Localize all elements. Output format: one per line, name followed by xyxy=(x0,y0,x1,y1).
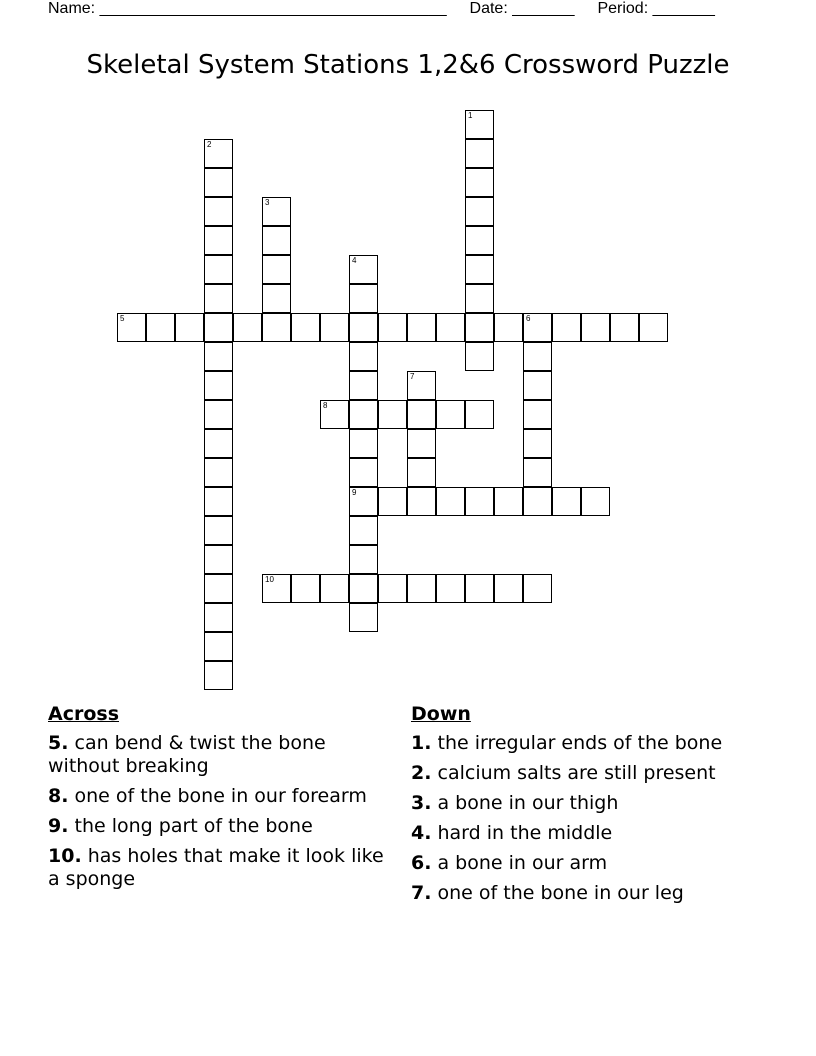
cell-number: 4 xyxy=(352,256,357,265)
across-heading: Across xyxy=(48,703,120,725)
down-clue xyxy=(411,762,751,785)
crossword-cell[interactable] xyxy=(204,139,233,168)
crossword-cell[interactable] xyxy=(523,313,552,342)
crossword-cell[interactable] xyxy=(378,574,407,603)
crossword-cell[interactable] xyxy=(494,574,523,603)
crossword-cell[interactable] xyxy=(262,255,291,284)
down-clue xyxy=(411,732,751,755)
crossword-cell[interactable] xyxy=(320,313,349,342)
crossword-cell[interactable] xyxy=(349,603,378,632)
crossword-cell[interactable] xyxy=(204,342,233,371)
crossword-cell[interactable] xyxy=(204,632,233,661)
page-title: Skeletal System Stations 1,2&6 Crossword Puzzle xyxy=(86,50,730,80)
clue-number: 6. xyxy=(411,852,432,874)
across-clue xyxy=(48,785,398,808)
crossword-cell[interactable] xyxy=(523,342,552,371)
crossword-cell[interactable] xyxy=(349,400,378,429)
clue-number: 5. xyxy=(48,732,69,754)
crossword-cell[interactable] xyxy=(378,313,407,342)
cell-number: 5 xyxy=(120,314,125,323)
crossword-cell[interactable] xyxy=(262,197,291,226)
down-clue xyxy=(411,882,751,905)
crossword-cell[interactable] xyxy=(262,313,291,342)
date-blank[interactable]: _______ xyxy=(512,0,575,17)
crossword-cell[interactable] xyxy=(204,545,233,574)
crossword-cell[interactable] xyxy=(378,487,407,516)
crossword-cell[interactable] xyxy=(349,458,378,487)
crossword-cell[interactable] xyxy=(465,313,494,342)
clue-text: hard in the middle xyxy=(437,822,613,844)
period-label: Period: xyxy=(597,0,649,17)
down-clues xyxy=(411,703,751,912)
clue-number: 7. xyxy=(411,882,432,904)
crossword-cell[interactable] xyxy=(204,168,233,197)
across-clue xyxy=(48,845,398,891)
crossword-cell[interactable] xyxy=(523,574,552,603)
cell-number: 6 xyxy=(526,314,531,323)
crossword-cell[interactable] xyxy=(523,458,552,487)
crossword-cell[interactable] xyxy=(436,487,465,516)
crossword-cell[interactable] xyxy=(494,487,523,516)
down-clue xyxy=(411,792,751,815)
crossword-cell[interactable] xyxy=(349,255,378,284)
crossword-cell[interactable] xyxy=(349,342,378,371)
crossword-cell[interactable] xyxy=(204,516,233,545)
name-blank[interactable]: _______________________________________ xyxy=(99,0,447,17)
crossword-cell[interactable] xyxy=(204,226,233,255)
cell-number: 3 xyxy=(265,198,270,207)
clue-text: a bone in our arm xyxy=(437,852,608,874)
crossword-cell[interactable] xyxy=(407,429,436,458)
crossword-cell[interactable] xyxy=(465,168,494,197)
crossword-cell[interactable] xyxy=(204,400,233,429)
cell-number: 2 xyxy=(207,140,212,149)
clue-number: 2. xyxy=(411,762,432,784)
crossword-cell[interactable] xyxy=(581,487,610,516)
crossword-cell[interactable] xyxy=(175,313,204,342)
crossword-cell[interactable] xyxy=(204,487,233,516)
crossword-cell[interactable] xyxy=(204,284,233,313)
crossword-cell[interactable] xyxy=(291,574,320,603)
crossword-cell[interactable] xyxy=(204,429,233,458)
down-heading: Down xyxy=(411,703,471,725)
clue-number: 9. xyxy=(48,815,69,837)
clue-number: 10. xyxy=(48,845,82,867)
crossword-cell[interactable] xyxy=(407,574,436,603)
crossword-cell[interactable] xyxy=(465,487,494,516)
crossword-cell[interactable] xyxy=(436,574,465,603)
crossword-cell[interactable] xyxy=(320,400,349,429)
crossword-cell[interactable] xyxy=(465,400,494,429)
clue-text: calcium salts are still present xyxy=(437,762,716,784)
crossword-cell[interactable] xyxy=(581,313,610,342)
crossword-cell[interactable] xyxy=(436,400,465,429)
crossword-cell[interactable] xyxy=(465,139,494,168)
period-blank[interactable]: _______ xyxy=(652,0,715,17)
clue-number: 4. xyxy=(411,822,432,844)
crossword-cell[interactable] xyxy=(465,255,494,284)
clue-text: the long part of the bone xyxy=(74,815,313,837)
crossword-cell[interactable] xyxy=(262,574,291,603)
cell-number: 9 xyxy=(352,488,357,497)
crossword-cell[interactable] xyxy=(407,371,436,400)
crossword-cell[interactable] xyxy=(552,313,581,342)
crossword-cell[interactable] xyxy=(349,574,378,603)
crossword-cell[interactable] xyxy=(465,110,494,139)
date-label: Date: xyxy=(469,0,508,17)
crossword-cell[interactable] xyxy=(204,574,233,603)
crossword-cell[interactable] xyxy=(233,313,262,342)
cell-number: 1 xyxy=(468,111,473,120)
crossword-cell[interactable] xyxy=(407,458,436,487)
clue-number: 8. xyxy=(48,785,69,807)
crossword-cell[interactable] xyxy=(465,574,494,603)
crossword-cell[interactable] xyxy=(407,313,436,342)
down-clue xyxy=(411,852,751,875)
crossword-cell[interactable] xyxy=(523,400,552,429)
crossword-cell[interactable] xyxy=(349,429,378,458)
crossword-cell[interactable] xyxy=(204,371,233,400)
crossword-cell[interactable] xyxy=(204,255,233,284)
cell-number: 7 xyxy=(410,372,415,381)
name-label: Name: xyxy=(48,0,96,17)
crossword-cell[interactable] xyxy=(146,313,175,342)
clue-number: 1. xyxy=(411,732,432,754)
crossword-cell[interactable] xyxy=(639,313,668,342)
crossword-cell[interactable] xyxy=(204,603,233,632)
crossword-cell[interactable] xyxy=(407,400,436,429)
crossword-cell[interactable] xyxy=(349,487,378,516)
crossword-cell[interactable] xyxy=(407,487,436,516)
across-clues xyxy=(48,703,398,898)
crossword-cell[interactable] xyxy=(117,313,146,342)
crossword-cell[interactable] xyxy=(349,313,378,342)
across-clue xyxy=(48,815,398,838)
clue-text: can bend & twist the bone without breaking xyxy=(48,732,326,777)
clue-text: a bone in our thigh xyxy=(437,792,619,814)
crossword-cell[interactable] xyxy=(523,371,552,400)
crossword-cell[interactable] xyxy=(320,574,349,603)
crossword-cell[interactable] xyxy=(349,371,378,400)
clue-number: 3. xyxy=(411,792,432,814)
clue-text: the irregular ends of the bone xyxy=(437,732,723,754)
crossword-cell[interactable] xyxy=(552,487,581,516)
crossword-cell[interactable] xyxy=(494,313,523,342)
crossword-cell[interactable] xyxy=(436,313,465,342)
crossword-cell[interactable] xyxy=(204,197,233,226)
across-clue-list xyxy=(48,732,398,891)
clue-text: has holes that make it look like a sponge xyxy=(48,845,384,890)
crossword-cell[interactable] xyxy=(291,313,320,342)
crossword-cell[interactable] xyxy=(204,458,233,487)
crossword-cell[interactable] xyxy=(465,226,494,255)
crossword-cell[interactable] xyxy=(465,284,494,313)
crossword-cell[interactable] xyxy=(349,516,378,545)
crossword-cell[interactable] xyxy=(262,284,291,313)
crossword-cell[interactable] xyxy=(262,226,291,255)
crossword-cell[interactable] xyxy=(465,197,494,226)
crossword-cell[interactable] xyxy=(349,284,378,313)
crossword-cell[interactable] xyxy=(523,429,552,458)
down-clue xyxy=(411,822,751,845)
crossword-cell[interactable] xyxy=(349,545,378,574)
clue-text: one of the bone in our forearm xyxy=(74,785,367,807)
cell-number: 8 xyxy=(323,401,328,410)
crossword-cell[interactable] xyxy=(378,400,407,429)
crossword-cell[interactable] xyxy=(610,313,639,342)
crossword-cell[interactable] xyxy=(204,661,233,690)
crossword-cell[interactable] xyxy=(523,487,552,516)
across-clue xyxy=(48,732,398,778)
down-clue-list xyxy=(411,732,751,905)
cell-number: 10 xyxy=(265,575,274,584)
crossword-cell[interactable] xyxy=(204,313,233,342)
crossword-cell[interactable] xyxy=(465,342,494,371)
clue-text: one of the bone in our leg xyxy=(437,882,684,904)
